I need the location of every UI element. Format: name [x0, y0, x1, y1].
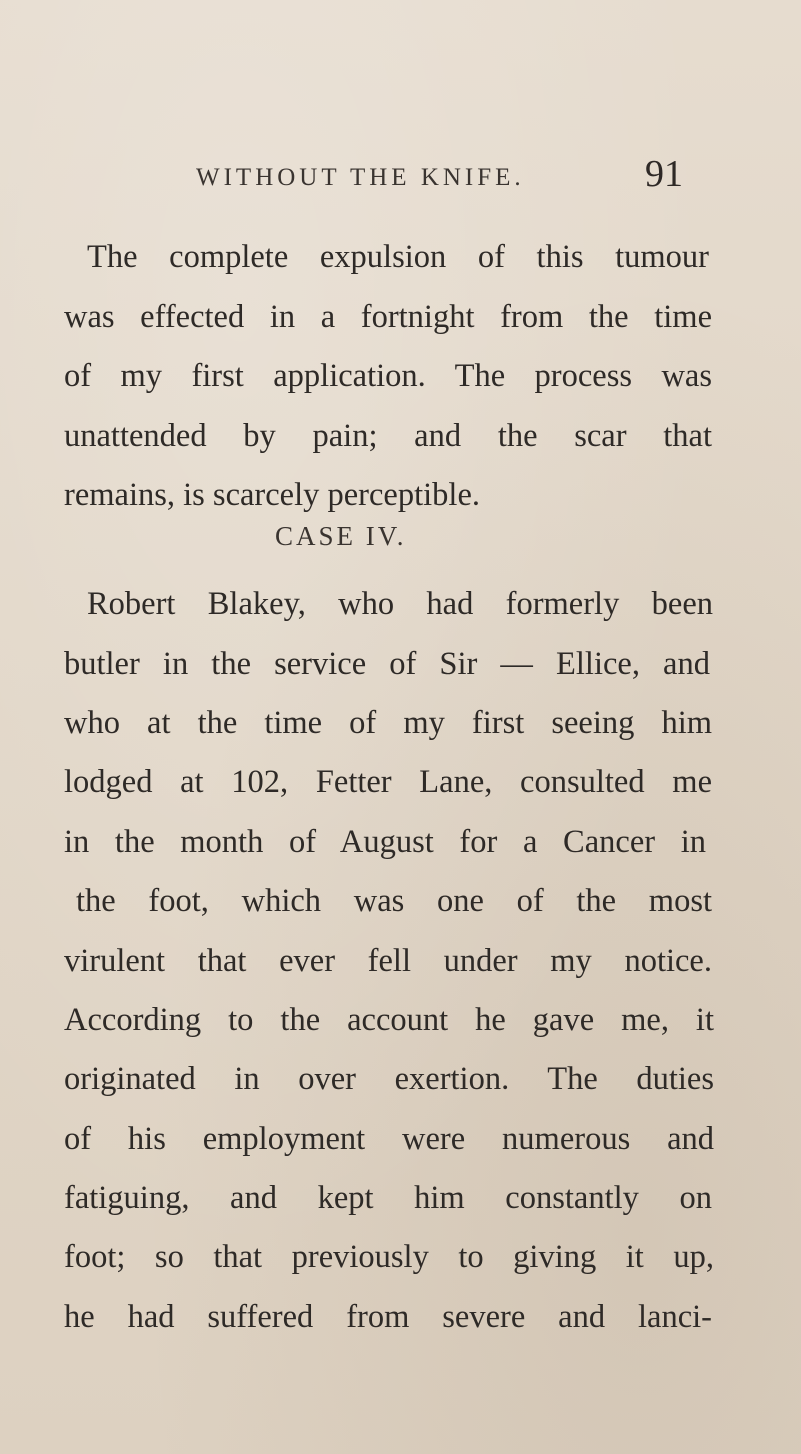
text-line: in the month of August for a Cancer in [64, 824, 706, 860]
text-line: was effected in a fortnight from the time [64, 299, 712, 335]
running-title: WITHOUT THE KNIFE. [196, 164, 525, 191]
text-line: he had suffered from severe and lanci- [64, 1299, 712, 1335]
text-line: of my first application. The process was [64, 358, 712, 394]
text-line: who at the time of my first seeing him [64, 705, 712, 741]
text-line: fatiguing, and kept him constantly on [64, 1180, 712, 1216]
text-line: According to the account he gave me, it [64, 1002, 714, 1038]
text-line: remains, is scarcely perceptible. [64, 477, 480, 513]
text-line: The complete expulsion of this tumour [87, 239, 709, 275]
text-line: unattended by pain; and the scar that [64, 418, 712, 454]
case-heading: CASE IV. [275, 521, 407, 551]
page-number: 91 [645, 153, 683, 195]
text-line: originated in over exertion. The duties [64, 1061, 714, 1097]
text-line: of his employment were numerous and [64, 1121, 714, 1157]
text-line: foot; so that previously to giving it up, [64, 1239, 714, 1275]
text-line: butler in the service of Sir — Ellice, and [64, 646, 710, 682]
text-line: lodged at 102, Fetter Lane, consulted me [64, 764, 712, 800]
text-line: virulent that ever fell under my notice. [64, 943, 712, 979]
text-line: the foot, which was one of the most [76, 883, 712, 919]
text-line: Robert Blakey, who had formerly been [87, 586, 713, 622]
